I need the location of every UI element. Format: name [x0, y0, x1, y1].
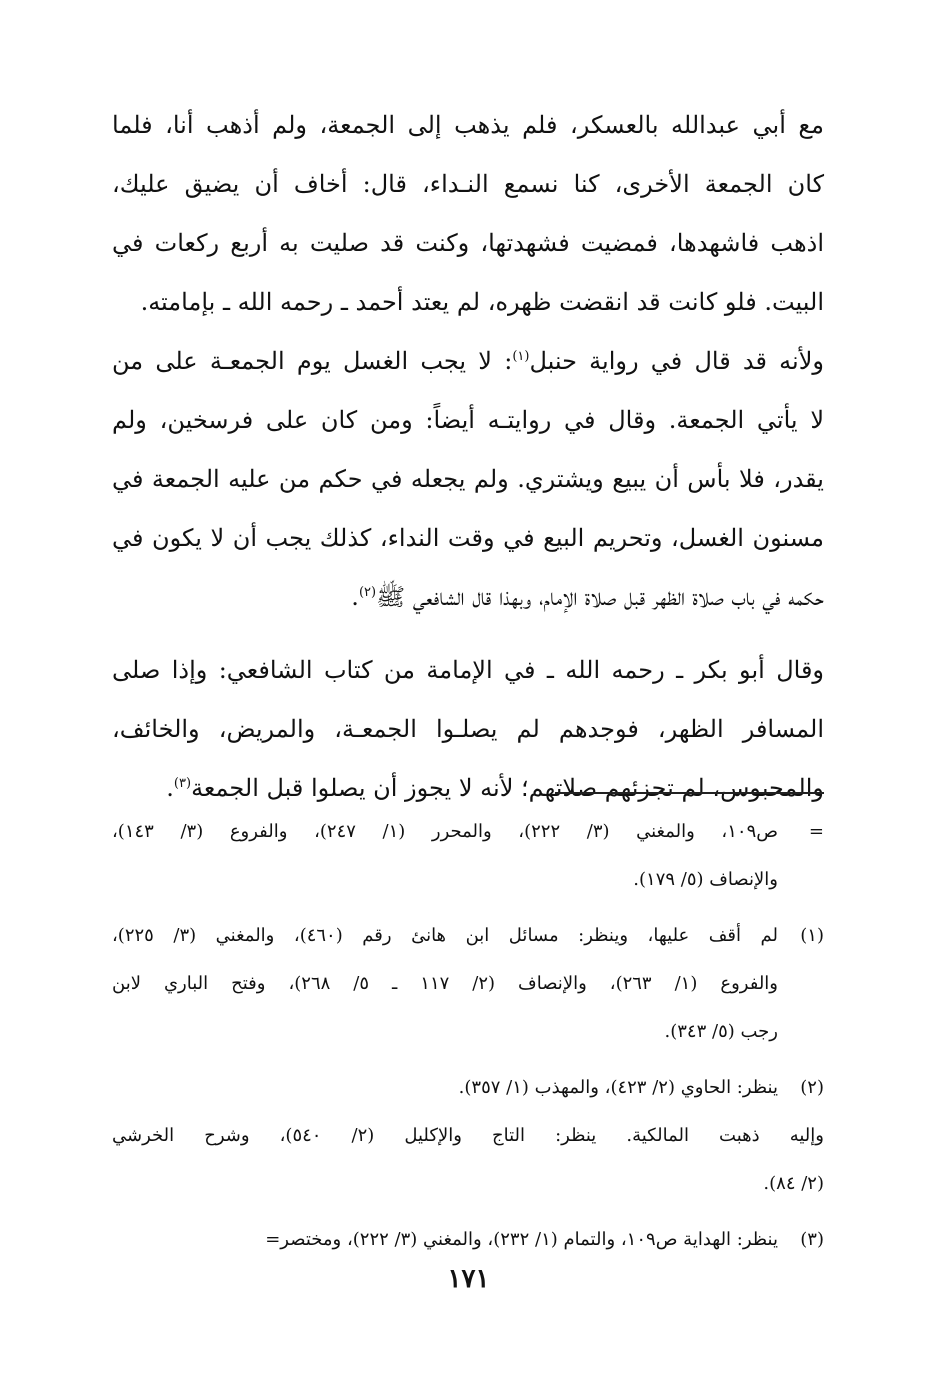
text-segment: : لا يجب الغسل يوم الجمعـة على من: [112, 347, 513, 375]
text-line: وقال أبو بكر ـ رحمه الله ـ في الإمامة من كتاب الشافعي: وإذا صلى: [112, 656, 825, 684]
main-text: [112, 96, 824, 818]
footnote-gap: [112, 1056, 824, 1064]
footnote-line: والإنصاف (٥/ ١٧٩).: [633, 869, 778, 890]
text-segment: ولأنه قد قال في رواية حنبل: [529, 347, 824, 375]
footnote-ref-2[interactable]: (٢): [358, 585, 377, 600]
footnote-body: [112, 1216, 778, 1264]
footnote-1: [112, 912, 824, 1056]
footnote-body: [112, 808, 778, 904]
text-line: مسنون الغسل، وتحريم البيع في وقت النداء، كذلك يجب أن لا يكون في: [112, 524, 824, 552]
footnote-line: ينظر: الهداية ص١٠٩، والتمام (١/ ٢٣٢)، والمغني (٣/ ٢٢٢)، ومختصر=: [265, 1229, 778, 1250]
footnote-line: ينظر: الحاوي (٢/ ٤٢٣)، والمهذب (١/ ٣٥٧).: [458, 1077, 778, 1098]
text-line: اذهب فاشهدها، فمضيت فشهدتها، وكنت قد صليت به أربع ركعات في: [112, 229, 824, 257]
paragraph-gap: [112, 627, 824, 641]
text-segment: .: [351, 583, 359, 611]
footnote-label: (٢): [800, 1077, 824, 1098]
footnote-line: لم أقف عليها، وينظر: مسائل ابن هانئ رقم (٤٦٠)، والمغني (٣/ ٢٢٥)،: [112, 925, 779, 946]
text-line: مع أبي عبدالله بالعسكر، فلم يذهب إلى الجمعة، ولم أذهب أنا، فلما: [112, 111, 825, 139]
text-line: كان الجمعة الأخرى، كنا نسمع النـداء، قال: أخاف أن يضيق عليك،: [112, 170, 824, 198]
footnote-body: [112, 912, 778, 1056]
footnote-line: والفروع (١/ ٢٦٣)، والإنصاف (٢/ ١١٧ ـ ٥/ ٢٦٨)، وفتح الباري لابن: [112, 973, 778, 994]
paragraph-2: [112, 332, 824, 627]
footnote-2-extra: [112, 1112, 824, 1208]
footnote-ref-3[interactable]: (٣): [173, 776, 192, 791]
footnote-3: [112, 1216, 824, 1264]
footnote-gap: [112, 1208, 824, 1216]
footnotes: [112, 808, 824, 1264]
paragraph-1: [112, 96, 824, 332]
text-segment: حكمه في باب صلاة الظهر قبل صلاة الإمام، وبهذا قال الشافعي ﷺ: [376, 583, 824, 611]
footnote-ref-1[interactable]: (١): [512, 349, 530, 364]
footnote-separator: [555, 792, 824, 794]
text-segment: والمحبوس، لم تجزئهم صلاتهم؛ لأنه لا يجوز أن يصلوا قبل الجمعة: [191, 774, 824, 802]
text-line: يقدر، فلا بأس أن يبيع ويشتري. ولم يجعله في حكم من عليه الجمعة في: [112, 465, 824, 493]
footnote-line: رجب (٥/ ٣٤٣).: [664, 1021, 778, 1042]
footnote-label: (١): [800, 925, 824, 946]
text-line: [112, 332, 824, 391]
footnote-label: =: [808, 821, 824, 842]
footnote-body: [112, 1064, 778, 1112]
footnote-gap: [112, 904, 824, 912]
text-line: لا يأتي الجمعة. وقال في روايتـه أيضاً: ومن كان على فرسخين، ولم: [112, 406, 824, 434]
text-line: [112, 568, 824, 627]
footnote-line: ص١٠٩، والمغني (٣/ ٢٢٢)، والمحرر (١/ ٢٤٧)، والفروع (٣/ ١٤٣)،: [112, 821, 779, 842]
text-line: البيت. فلو كانت قد انقضت ظهره، لم يعتد أحمد ـ رحمه الله ـ بإمامته.: [140, 288, 824, 316]
text-segment: .: [166, 774, 174, 802]
footnote-continuation: [112, 808, 824, 904]
page-number: ١٧١: [447, 1264, 490, 1294]
footnote-line: وإليه ذهبت المالكية. ينظر: التاج والإكليل (٢/ ٥٤٠)، وشرح الخرشي: [112, 1125, 824, 1146]
footnote-2: [112, 1064, 824, 1112]
footnote-label: (٣): [800, 1229, 824, 1250]
footnote-line: (٢/ ٨٤).: [763, 1173, 824, 1194]
text-line: المسافر الظهر، فوجدهم لم يصلـوا الجمعـة، والمريض، والخائف،: [112, 715, 824, 743]
